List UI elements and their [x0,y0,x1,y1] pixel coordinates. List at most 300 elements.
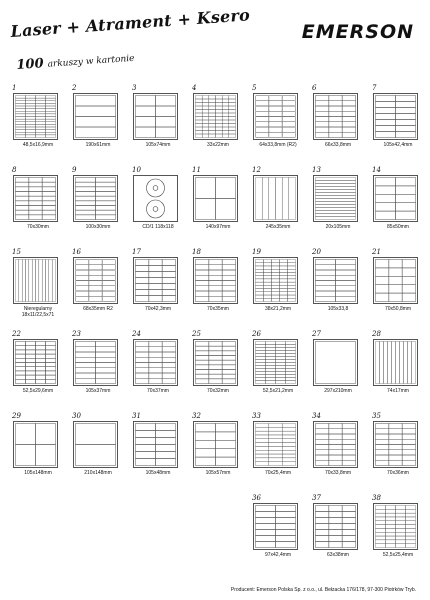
label-cell [162,373,175,378]
label-cell [96,206,116,211]
label-cell [29,201,42,206]
a4-sheet-preview [313,503,358,550]
label-size-text: 105x148mm [24,470,52,476]
label-cell [269,439,282,443]
label-cell [256,424,269,428]
label-cell [196,457,216,465]
label-cell [209,351,222,356]
a4-sheet-preview [13,421,58,468]
label-cell [316,424,329,429]
label-format-15 [12,248,64,320]
label-size-text: 105x57mm [205,470,231,476]
label-cell [36,106,46,109]
label-cell [209,120,216,124]
label-size-caption [308,142,368,148]
label-cell [209,117,216,121]
label-cell [282,446,295,450]
label-cell [29,182,42,187]
a4-sheet-preview [373,257,418,304]
label-cell [286,369,296,372]
label-cell [42,187,55,192]
label-cell [316,455,329,460]
label-cell [269,127,282,132]
label-cell [136,431,156,438]
format-number: 37 [312,494,321,502]
sheet-layout-drawing [194,94,237,139]
label-cell [286,360,296,363]
label-cell [149,352,162,357]
label-cell [76,265,89,270]
label-cell [269,450,282,454]
label-cell [156,459,176,466]
label-size-caption [68,306,128,312]
label-cell [276,381,286,384]
label-cell [256,363,266,366]
label-cell [46,106,56,109]
label-cell [329,132,342,137]
label-cell [52,260,55,302]
label-size-text: Nieregularny [23,306,53,312]
label-cell [149,266,162,272]
sheet-layout-drawing [314,176,357,221]
label-format-30 [72,412,124,484]
sheet-layout-drawing [14,176,57,221]
label-cell [402,276,415,284]
label-cell [316,439,329,444]
label-cell [89,281,102,286]
label-cell [256,536,276,542]
label-cell [316,445,329,450]
label-cell [342,106,355,111]
label-cell [136,347,149,352]
label-cell [216,127,223,131]
label-cell [389,445,402,450]
label-format-20 [312,248,364,320]
label-cell [396,126,416,132]
label-cell [26,379,36,383]
label-cell [16,206,29,211]
label-cell [342,512,355,518]
label-cell [329,506,342,512]
label-cell [316,524,329,530]
label-cell [209,296,222,301]
label-cell [316,429,329,434]
label-cell [26,367,36,371]
label-cell [280,279,288,282]
label-cell [102,275,115,280]
sheet-layout-drawing [254,340,297,385]
label-cell [96,192,116,197]
label-cell [266,342,276,345]
label-cell [149,342,162,347]
label-cell [196,296,209,301]
label-cell [222,134,229,138]
label-cell [406,513,416,517]
label-cell [282,178,289,220]
label-size-caption [188,388,248,394]
label-cell [102,260,115,265]
label-cell [402,285,415,293]
label-cell [280,289,288,292]
label-cell [16,363,26,367]
label-cell [389,293,402,301]
sheet-layout-drawing [74,258,117,303]
label-cell [209,124,216,128]
label-cell [256,342,266,345]
format-number: 32 [192,412,201,420]
label-format-22 [12,330,64,402]
label-size-text: 85x50mm [387,224,409,230]
label-cell [16,119,26,122]
a4-sheet-preview [133,175,178,222]
label-format-37 [312,494,364,566]
label-cell [276,518,296,524]
label-cell [276,342,286,345]
label-cell [316,205,356,208]
label-cell [408,342,412,384]
label-cell [316,187,356,190]
label-cell [264,272,272,275]
label-cell [209,127,216,131]
label-cell [376,525,386,529]
label-cell [256,431,269,435]
label-cell [280,260,288,263]
label-cell [16,130,26,133]
label-cell [26,109,36,112]
label-cell [76,201,96,206]
label-cell [380,342,384,384]
label-cell [376,506,386,510]
label-cell [76,206,96,211]
label-cell [264,263,272,266]
label-cell [46,135,56,138]
label-size-caption [308,552,368,558]
label-cell [162,357,175,362]
label-cell [256,348,266,351]
label-cell [316,208,356,211]
label-cell [136,452,156,459]
label-cell [264,289,272,292]
label-cell [376,293,389,301]
label-cell [272,279,280,282]
label-cell [216,120,223,124]
label-cell [376,536,386,540]
label-cell [316,281,336,286]
label-cell [36,350,46,354]
label-cell [389,455,402,460]
label-cell [149,260,162,266]
label-size-caption [8,470,68,476]
label-cell [389,260,402,268]
label-cell [256,378,266,381]
label-cell [46,363,56,367]
label-cell [29,210,42,215]
label-cell [282,427,295,431]
label-cell [386,544,396,548]
label-cell [46,96,56,99]
label-cell [42,201,55,206]
label-cell [76,182,96,187]
label-cell [336,265,356,270]
label-cell [216,117,223,121]
label-cell [89,260,102,265]
label-cell [19,260,22,302]
label-cell [196,342,209,347]
format-number: 2 [72,84,77,92]
label-cell [209,265,222,270]
label-size-caption [128,388,188,394]
label-cell [26,124,36,127]
label-cell [376,455,389,460]
label-cell [136,368,149,373]
label-format-10 [132,166,184,238]
label-cell [16,371,26,375]
label-size-caption [248,388,308,394]
label-cell [216,96,223,100]
label-cell [396,540,406,544]
label-cell [396,517,406,521]
label-cell [342,530,355,536]
sheet-layout-drawing [134,422,177,467]
label-cell [316,460,329,465]
label-cell [276,512,296,518]
label-size-caption [368,388,428,394]
label-cell [256,117,269,122]
label-cell [16,196,29,201]
emerson-logo: EMERSON [301,21,414,43]
label-cell [222,374,235,379]
a4-sheet-preview [73,175,118,222]
label-cell [76,445,116,466]
label-cell [396,506,406,510]
label-cell [329,542,342,548]
label-cell [196,440,216,448]
label-cell [216,113,223,117]
label-format-26 [252,330,304,402]
a4-sheet-preview [253,339,298,386]
label-cell [329,111,342,116]
label-cell [376,268,389,276]
label-cell [89,265,102,270]
a4-sheet-preview [133,339,178,386]
label-size-text: 140x97mm [205,224,231,230]
label-format-31 [132,412,184,484]
label-cell [96,347,116,352]
label-size-text: 70x50,8mm [384,306,412,312]
format-number: 21 [372,248,381,256]
label-cell [386,525,396,529]
label-cell [316,270,336,275]
label-cell [209,365,222,370]
label-cell [46,111,56,114]
label-cell [276,369,286,372]
label-cell [202,103,209,107]
label-cell [46,132,56,135]
label-cell [396,536,406,540]
label-cell [286,342,296,345]
label-cell [389,439,402,444]
label-format-33 [252,412,304,484]
label-cell [329,460,342,465]
label-cell [386,540,396,544]
format-number: 19 [252,248,261,256]
label-cell [264,276,272,279]
label-size-caption [308,224,368,230]
sheet-layout-drawing [194,258,237,303]
label-cell [269,458,282,462]
label-cell [316,96,329,101]
label-cell [396,120,416,126]
label-cell [256,101,269,106]
label-size-text: 245x35mm [265,224,291,230]
label-cell [282,96,295,101]
label-size-caption [248,142,308,148]
label-cell [376,126,396,132]
label-cell [196,110,203,114]
label-cell [36,130,46,133]
label-cell [89,275,102,280]
label-cell [162,352,175,357]
a4-sheet-preview [13,339,58,386]
format-number: 1 [12,84,17,92]
label-cell [406,532,416,536]
label-cell [76,424,116,445]
label-cell [276,363,286,366]
label-cell [96,373,116,378]
label-cell [329,455,342,460]
label-cell [402,450,415,455]
label-cell [280,292,288,295]
label-cell [282,101,295,106]
label-cell [46,119,56,122]
label-cell [256,427,269,431]
label-cell [316,211,356,214]
format-number: 22 [12,330,21,338]
label-cell [36,103,46,106]
label-cell [46,124,56,127]
label-cell [342,439,355,444]
label-cell [269,431,282,435]
label-cell [136,260,149,266]
label-cell [102,281,115,286]
label-cell [16,201,29,206]
label-cell [46,358,56,362]
label-cell [76,363,96,368]
label-cell [276,536,296,542]
label-cell [76,210,96,215]
label-cell [288,276,296,279]
label-cell [376,211,396,219]
label-cell [209,370,222,375]
a4-sheet-preview [313,93,358,140]
a4-sheet-preview [133,93,178,140]
label-cell [26,358,36,362]
label-size-text: 105x48mm [145,470,171,476]
format-number: 35 [372,412,381,420]
label-cell [272,282,280,285]
sheet-layout-drawing [314,422,357,467]
label-cell [209,106,216,110]
sheet-layout-drawing [374,94,417,139]
label-size-caption [308,388,368,394]
label-cell [392,342,396,384]
format-number: 4 [192,84,197,92]
label-cell [26,346,36,350]
label-cell [36,96,46,99]
label-cell [216,99,223,103]
label-cell [276,351,286,354]
label-size-text: 297x210mm [324,388,352,394]
label-cell [136,378,149,383]
label-cell [42,210,55,215]
label-cell [396,342,400,384]
label-cell [136,278,149,284]
label-cell [162,266,175,272]
sheet-layout-drawing [374,504,417,549]
label-cell [102,286,115,291]
label-cell [26,132,36,135]
label-cell [266,357,276,360]
label-cell [276,542,296,548]
label-cell [266,360,276,363]
label-cell [264,292,272,295]
label-cell [89,296,102,301]
label-cell [256,260,264,263]
label-cell [96,215,116,220]
a4-sheet-preview [13,175,58,222]
format-number: 36 [252,494,261,502]
label-cell [256,446,269,450]
label-cell [256,458,269,462]
label-format-13 [312,166,364,238]
label-cell [16,114,26,117]
label-cell [89,286,102,291]
label-cell [286,378,296,381]
label-cell [36,363,46,367]
label-cell [222,351,235,356]
label-cell [26,130,36,133]
label-size-text: 18x11/22,5x71 [21,312,55,318]
label-cell [162,296,175,302]
label-cell [16,98,26,101]
label-cell [196,275,209,280]
label-cell [376,434,389,439]
label-cell [209,286,222,291]
sheet-layout-drawing [374,340,417,385]
label-size-caption [128,142,188,148]
label-cell [96,368,116,373]
label-cell [272,292,280,295]
label-size-caption [128,224,188,230]
label-cell [96,182,116,187]
label-cell [209,291,222,296]
label-cell [46,350,56,354]
label-size-text: 48,5x16,9mm [22,142,54,148]
label-cell [156,96,176,107]
label-cell [29,260,32,302]
label-cell [282,132,295,137]
label-cell [202,106,209,110]
format-number: 31 [132,412,141,420]
label-cell [76,106,116,117]
label-size-caption [248,224,308,230]
label-cell [282,431,295,435]
label-cell [316,260,336,265]
sheet-layout-drawing [134,258,177,303]
label-cell [36,342,46,346]
label-cell [256,298,264,301]
label-cell [316,296,336,301]
